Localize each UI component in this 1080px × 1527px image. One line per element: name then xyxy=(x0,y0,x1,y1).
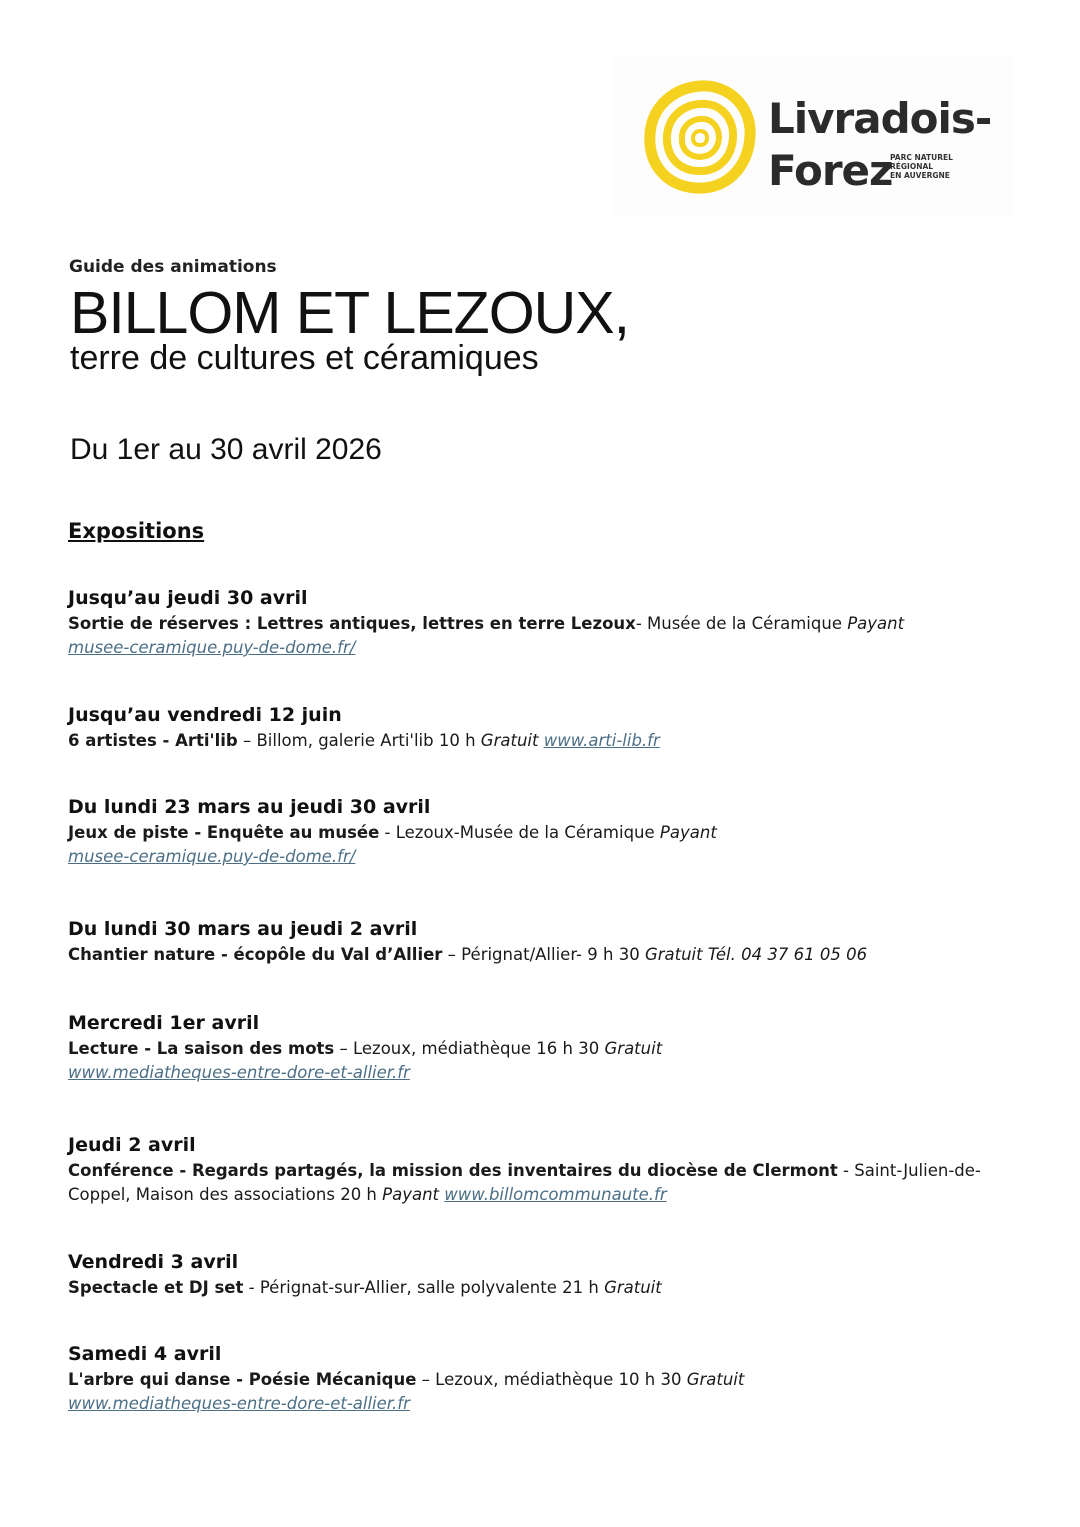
event-item xyxy=(68,1131,998,1248)
event-description xyxy=(68,821,998,869)
event-price: Gratuit xyxy=(686,1370,745,1389)
event-title: Sortie de réserves : Lettres antiques, lettres en terre Lezoux xyxy=(68,614,636,633)
event-link[interactable]: www.arti-lib.fr xyxy=(543,731,660,750)
event-date: Samedi 4 avril xyxy=(68,1343,222,1365)
event-price: Gratuit xyxy=(604,1278,662,1297)
event-price: Gratuit xyxy=(480,731,539,750)
event-details: – Billom, galerie Arti'lib 10 h xyxy=(237,731,476,750)
concentric-rings-logo-icon xyxy=(640,78,760,198)
event-description xyxy=(68,1276,998,1300)
event-title: Lecture - La saison des mots xyxy=(68,1039,335,1058)
event-link[interactable]: www.billomcommunaute.fr xyxy=(444,1185,667,1204)
event-details: - Musée de la Céramique xyxy=(635,614,842,633)
event-description xyxy=(68,1159,998,1207)
event-details: - Saint-Julien-de-Coppel, Maison des associations 20 h xyxy=(68,1161,981,1204)
event-link[interactable]: musee-ceramique.puy-de-dome.fr/ xyxy=(68,847,356,866)
event-details: - Lezoux-Musée de la Céramique xyxy=(379,823,655,842)
event-item xyxy=(68,1248,998,1340)
event-title: L'arbre qui danse - Poésie Mécanique xyxy=(68,1370,417,1389)
event-list xyxy=(68,584,998,1416)
event-date: Jusqu’au vendredi 12 juin xyxy=(68,704,342,726)
livradois-forez-logo xyxy=(612,56,1014,216)
event-item xyxy=(68,793,998,915)
logo-sub-line: PARC NATUREL xyxy=(890,153,953,162)
event-link[interactable]: www.mediatheques-entre-dore-et-allier.fr xyxy=(68,1394,410,1413)
event-title: Chantier nature - écopôle du Val d’Allier xyxy=(68,945,443,964)
page-title: BILLOM ET LEZOUX, xyxy=(70,280,629,346)
event-date: Du lundi 23 mars au jeudi 30 avril xyxy=(68,796,431,818)
page-subtitle: terre de cultures et céramiques xyxy=(70,339,539,377)
event-price: Payant xyxy=(382,1185,440,1204)
logo-subtitle xyxy=(890,153,953,180)
event-description xyxy=(68,729,998,753)
event-details: – Pérignat/Allier- 9 h 30 xyxy=(442,945,640,964)
event-link[interactable]: musee-ceramique.puy-de-dome.fr/ xyxy=(68,638,356,657)
logo-word-livradois: Livradois- xyxy=(768,94,992,143)
event-description xyxy=(68,1368,998,1416)
event-item xyxy=(68,915,998,1009)
event-item xyxy=(68,584,998,701)
event-item xyxy=(68,1009,998,1131)
event-date: Jusqu’au jeudi 30 avril xyxy=(68,587,308,609)
event-date: Du lundi 30 mars au jeudi 2 avril xyxy=(68,918,418,940)
event-date: Mercredi 1er avril xyxy=(68,1012,260,1034)
event-description xyxy=(68,943,998,967)
event-title: Jeux de piste - Enquête au musée xyxy=(68,823,380,842)
logo-sub-line: EN AUVERGNE xyxy=(890,171,950,180)
event-price: Payant xyxy=(659,823,717,842)
event-price: Payant xyxy=(847,614,905,633)
event-description xyxy=(68,1037,998,1085)
event-price: Gratuit xyxy=(604,1039,663,1058)
event-date: Vendredi 3 avril xyxy=(68,1251,239,1273)
event-item xyxy=(68,1340,998,1416)
event-title: Spectacle et DJ set xyxy=(68,1278,244,1297)
event-title: Conférence - Regards partagés, la mission des inventaires du diocèse de Clermont xyxy=(68,1161,838,1180)
guide-kicker: Guide des animations xyxy=(69,257,277,277)
event-date: Jeudi 2 avril xyxy=(68,1134,196,1156)
event-title: 6 artistes - Arti'lib xyxy=(68,731,238,750)
date-range: Du 1er au 30 avril 2026 xyxy=(70,433,382,466)
event-details: - Pérignat-sur-Allier, salle polyvalente 21 h xyxy=(243,1278,599,1297)
event-item xyxy=(68,701,998,793)
logo-word-forez: Forez xyxy=(768,146,893,195)
logo-sub-line: RÉGIONAL xyxy=(890,162,934,171)
event-description xyxy=(68,612,998,660)
event-details: – Lezoux, médiathèque 16 h 30 xyxy=(334,1039,600,1058)
event-price: Gratuit Tél. 04 37 61 05 06 xyxy=(644,945,868,964)
event-link[interactable]: www.mediatheques-entre-dore-et-allier.fr xyxy=(68,1063,410,1082)
event-details: – Lezoux, médiathèque 10 h 30 xyxy=(416,1370,682,1389)
section-heading-expositions: Expositions xyxy=(68,519,205,543)
